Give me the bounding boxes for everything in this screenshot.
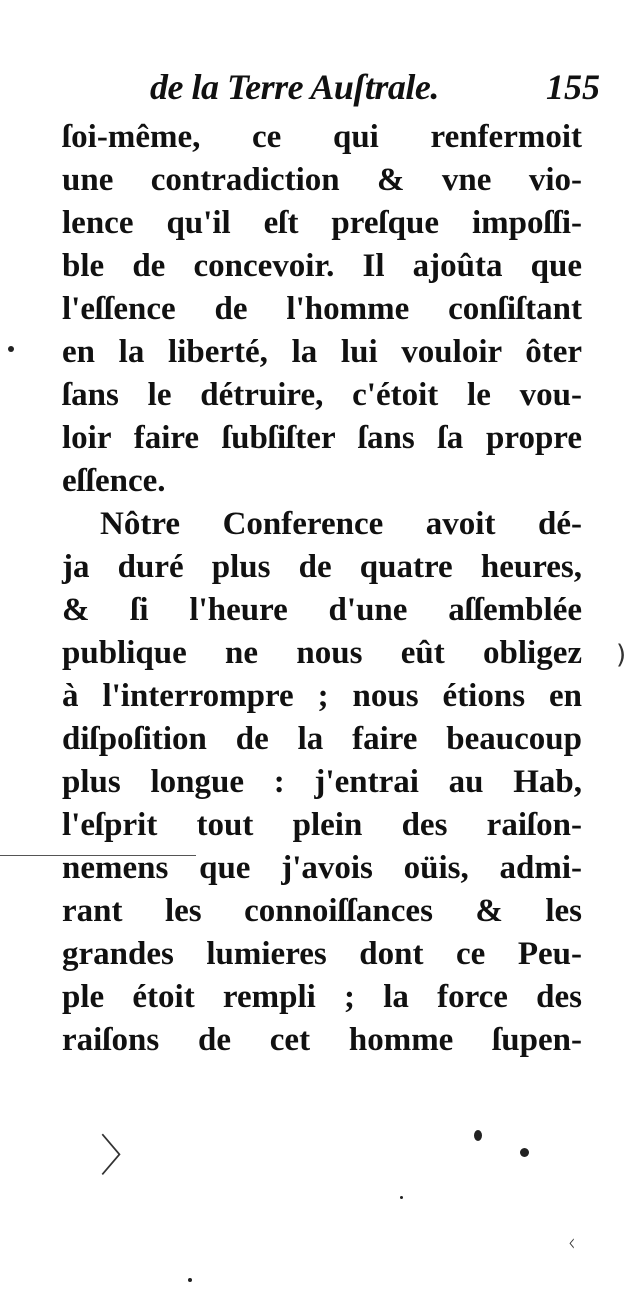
ink-speck bbox=[400, 1196, 403, 1199]
text-line: à l'interrompre ; nous étions en bbox=[62, 678, 582, 714]
text-line: loir faire ſubſiſter ſans ſa propre bbox=[62, 420, 582, 456]
text-line: nemens que j'avois oüis, admi- bbox=[62, 850, 582, 886]
text-line: en la liberté, la lui vouloir ôter bbox=[62, 334, 582, 370]
text-line: ſoi-même, ce qui renfermoit bbox=[62, 119, 582, 155]
text-line: lence qu'il eſt preſque impoſſi- bbox=[62, 205, 582, 241]
text-line: l'eſprit tout plein des raiſon- bbox=[62, 807, 582, 843]
bracket-mark: 〉 bbox=[100, 1131, 144, 1182]
running-title: de la Terre Auſtrale. bbox=[150, 67, 439, 107]
text-line: eſſence. bbox=[62, 463, 166, 499]
text-line: plus longue : j'entrai au Hab, bbox=[62, 764, 582, 800]
scan-line-artifact bbox=[0, 855, 196, 856]
text-line: ja duré plus de quatre heures, bbox=[62, 549, 582, 585]
text-line: ſans le détruire, c'étoit le vou- bbox=[62, 377, 582, 413]
text-line: grandes lumieres dont ce Peu- bbox=[62, 936, 582, 972]
text-line: & ſi l'heure d'une aſſemblée bbox=[62, 592, 582, 628]
paragraph-first-line: Nôtre Conference avoit dé- bbox=[100, 506, 582, 542]
text-line: diſpoſition de la faire beaucoup bbox=[62, 721, 582, 757]
margin-mark: ) bbox=[616, 640, 627, 670]
ink-speck bbox=[474, 1130, 482, 1141]
text-line: ble de concevoir. Il ajoûta que bbox=[62, 248, 582, 284]
ink-speck bbox=[188, 1278, 192, 1282]
text-line: publique ne nous eût obligez bbox=[62, 635, 582, 671]
ink-speck bbox=[520, 1148, 529, 1157]
ink-speck bbox=[8, 346, 14, 352]
text-line: raiſons de cet homme ſupen- bbox=[62, 1022, 582, 1058]
body-text bbox=[62, 116, 582, 1062]
page-number: 155 bbox=[546, 67, 600, 107]
text-line: ple étoit rempli ; la force des bbox=[62, 979, 582, 1015]
text-line: une contradiction & vne vio- bbox=[62, 162, 582, 198]
text-line: l'eſſence de l'homme conſiſtant bbox=[62, 291, 582, 327]
text-line: rant les connoiſſances & les bbox=[62, 893, 582, 929]
running-head bbox=[150, 66, 600, 116]
margin-mark: ᚲ bbox=[565, 1232, 579, 1257]
